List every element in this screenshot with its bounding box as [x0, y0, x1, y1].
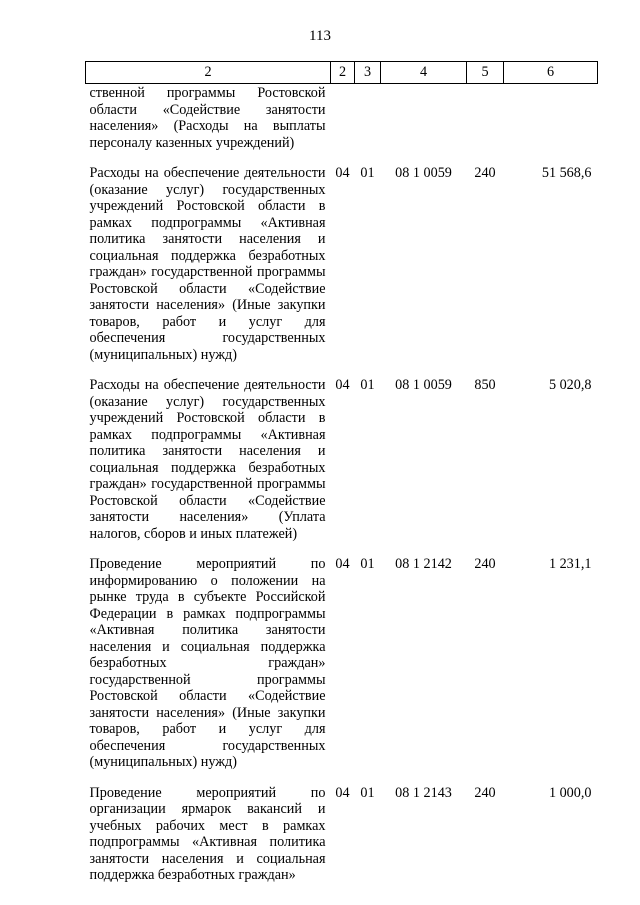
header-row — [86, 62, 598, 84]
row-amount: 1 231,1 — [548, 556, 592, 572]
page-number: 113 — [309, 28, 331, 44]
row-subsection: 01 — [360, 377, 375, 393]
header-col-name: 2 — [86, 62, 331, 84]
row-name: ственной программы Ростовской области «Содействие занятости населения» (Расходы на выплаты персоналу казенных учреждений) — [89, 85, 326, 151]
row-section — [331, 84, 355, 152]
table-row — [86, 151, 598, 363]
row-name: Проведение мероприятий по информированию о положении на рынке труда в субъекте Российской Федерации в рамках подпрограммы «Активная политика занятости населения и социальная поддержка безработных граждан» государственной программы Ростовской области «Содействие занятости населения» (Иные закупки товаров, работ и услуг для обеспечения государственных (муниципальных) нужд) — [89, 556, 326, 770]
header-col-section: 2 — [331, 62, 355, 84]
row-target-article: 08 1 2142 — [395, 556, 452, 572]
row-name: Проведение мероприятий по организации ярмарок вакансий и учебных рабочих мест в рамках подпрограммы «Активная политика занятости населения и социальная поддержка безработных граждан» — [89, 784, 326, 883]
table-row — [86, 771, 598, 884]
budget-table — [85, 61, 598, 884]
table-row — [86, 84, 598, 152]
row-amount — [504, 84, 598, 152]
row-name: Расходы на обеспечение деятельности (оказание услуг) государственных учреждений Ростовской области в рамках подпрограммы «Активная политика занятости населения и социальная поддержка безработных граждан» государственной программы Ростовской области «Содействие занятости населения» (Иные закупки товаров, работ и услуг для обеспечения государственных (муниципальных) нужд) — [89, 165, 326, 363]
row-target-article: 08 1 0059 — [395, 165, 452, 181]
row-target-article — [381, 84, 467, 152]
row-amount: 1 000,0 — [548, 784, 592, 801]
row-expense-type: 240 — [474, 784, 496, 801]
row-target-article: 08 1 0059 — [395, 377, 452, 393]
table-body — [86, 84, 598, 884]
row-name: Расходы на обеспечение деятельности (оказание услуг) государственных учреждений Ростовской области в рамках подпрограммы «Активная политика занятости населения и социальная поддержка безработных граждан» государственной программы Ростовской области «Содействие занятости населения» (Уплата налогов, сборов и иных платежей) — [89, 377, 326, 542]
row-section: 04 — [335, 556, 350, 572]
row-section: 04 — [335, 165, 350, 181]
table-header — [86, 62, 598, 84]
header-col-expense-type: 5 — [467, 62, 504, 84]
row-target-article: 08 1 2143 — [395, 784, 452, 801]
header-col-target-article: 4 — [381, 62, 467, 84]
row-expense-type: 240 — [474, 556, 496, 572]
row-expense-type — [467, 84, 504, 152]
header-col-amount: 6 — [504, 62, 598, 84]
row-amount: 5 020,8 — [548, 377, 592, 393]
row-subsection: 01 — [360, 556, 375, 572]
row-amount: 51 568,6 — [541, 165, 592, 181]
row-section: 04 — [335, 784, 350, 801]
row-section: 04 — [335, 377, 350, 393]
table-row — [86, 542, 598, 771]
row-subsection: 01 — [360, 784, 375, 801]
row-expense-type: 240 — [474, 165, 496, 181]
row-subsection — [355, 84, 381, 152]
table-row — [86, 363, 598, 542]
row-expense-type: 850 — [474, 377, 496, 393]
row-subsection: 01 — [360, 165, 375, 181]
header-col-subsection: 3 — [355, 62, 381, 84]
